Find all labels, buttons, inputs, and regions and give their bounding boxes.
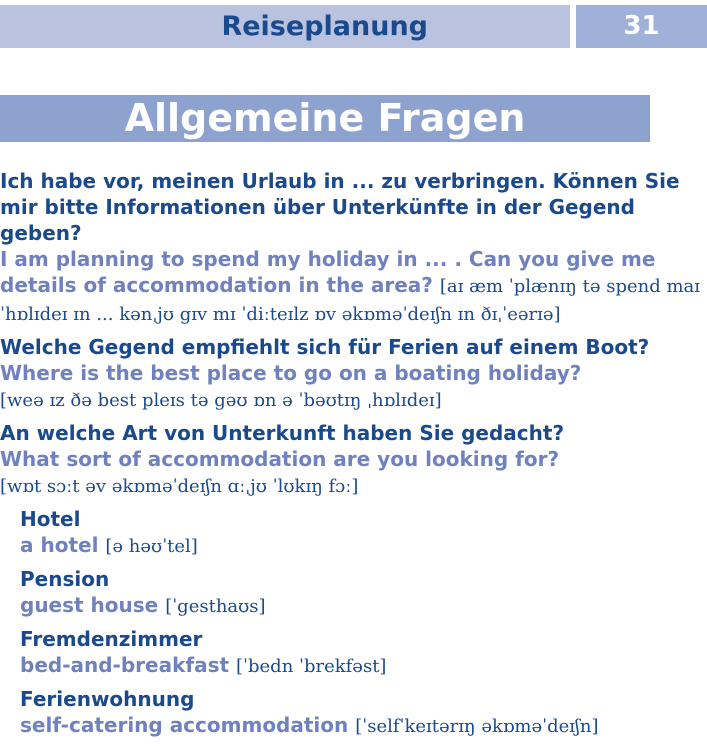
english-text: I am planning to spend my holiday in ... . Can you give me details of accommodation in the area? [0,247,656,297]
pronunciation: [ˈgesthaʊs] [165,596,266,617]
vocabulary-list [20,506,707,740]
page-header-title: Reiseplanung [221,11,428,42]
pronunciation: [ˈbedn ˈbrekfəst] [236,656,387,677]
vocab-item [20,686,707,740]
vocab-item [20,566,707,620]
vocab-german: Pension [20,567,110,591]
german-phrase: Welche Gegend empfiehlt sich für Ferien auf einem Boot? [0,335,650,359]
pronunciation: [aɪ æm ˈplænɪŋ tə spend maɪ ˈhɒlɪdeɪ ɪn ... kənˌjʊ gɪv mɪ ˈdiːteɪlz ɒv əkɒməˈdeɪʃn ɪn ðɪˌˈeərɪə] [0,276,701,325]
vocab-german: Fremdenzimmer [20,627,203,651]
english-phrase [0,246,707,328]
pronunciation: [ə həʊˈtel] [105,536,198,557]
vocab-english [20,532,707,560]
vocab-english-text: guest house [20,593,159,617]
vocab-english [20,652,707,680]
german-phrase: An welche Art von Unterkunft haben Sie gedacht? [0,421,565,445]
english-phrase: Where is the best place to go on a boating holiday? [0,361,582,385]
vocab-item [20,506,707,560]
vocab-german: Ferienwohnung [20,687,195,711]
phrase-content [0,168,707,746]
pronunciation-line [0,472,707,500]
vocab-english [20,712,707,740]
pronunciation: [ˈselfˈkeɪtərɪŋ əkɒməˈdeɪʃn] [355,716,599,737]
phrase-entry [0,168,707,328]
phrase-entry [0,334,707,414]
pronunciation: [weə ɪz ðə best pleɪs tə gəʊ ɒn ə ˈbəʊtɪŋ ˌhɒlɪdeɪ] [0,390,442,411]
phrase-entry [0,420,707,500]
english-phrase: What sort of accommodation are you looking for? [0,447,560,471]
vocab-item [20,626,707,680]
vocab-english-text: a hotel [20,533,99,557]
pronunciation: [wɒt sɔːt əv əkɒməˈdeɪʃn ɑːˌjʊ ˈlʊkɪŋ fɔː] [0,476,359,497]
vocab-english-text: bed-and-breakfast [20,653,230,677]
german-phrase: Ich habe vor, meinen Urlaub in ... zu verbringen. Können Sie mir bitte Informationen über Unterkünfte in der Gegend geben? [0,169,680,245]
page-number: 31 [576,5,707,48]
vocab-english-text: self-catering accommodation [20,713,349,737]
section-title: Allgemeine Fragen [0,95,650,142]
vocab-english [20,592,707,620]
vocab-german: Hotel [20,507,81,531]
pronunciation-line [0,386,707,414]
